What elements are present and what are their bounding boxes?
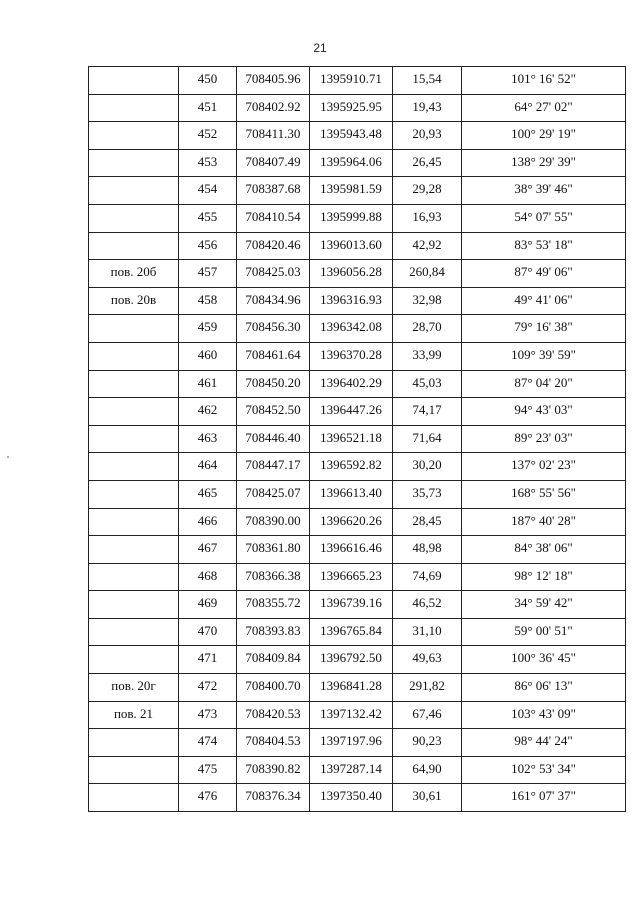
y-coordinate-cell: 1396592.82	[310, 453, 393, 481]
point-number-cell: 456	[179, 232, 237, 260]
y-coordinate-cell: 1396342.08	[310, 315, 393, 343]
direction-angle-cell: 59° 00' 51"	[462, 618, 626, 646]
x-coordinate-cell: 708420.46	[237, 232, 310, 260]
point-number-cell: 463	[179, 425, 237, 453]
turn-point-cell	[89, 784, 179, 812]
y-coordinate-cell: 1395964.06	[310, 149, 393, 177]
turn-point-cell	[89, 591, 179, 619]
table-row	[89, 563, 626, 591]
x-coordinate-cell: 708450.20	[237, 370, 310, 398]
y-coordinate-cell: 1395943.48	[310, 122, 393, 150]
x-coordinate-cell: 708447.17	[237, 453, 310, 481]
segment-length-cell: 28,45	[393, 508, 462, 536]
turn-point-cell	[89, 563, 179, 591]
x-coordinate-cell: 708387.68	[237, 177, 310, 205]
y-coordinate-cell: 1396370.28	[310, 342, 393, 370]
point-number-cell: 471	[179, 646, 237, 674]
table-row	[89, 94, 626, 122]
direction-angle-cell: 137° 02' 23"	[462, 453, 626, 481]
direction-angle-cell: 38° 39' 46"	[462, 177, 626, 205]
direction-angle-cell: 100° 36' 45"	[462, 646, 626, 674]
y-coordinate-cell: 1396765.84	[310, 618, 393, 646]
y-coordinate-cell: 1396521.18	[310, 425, 393, 453]
turn-point-cell	[89, 232, 179, 260]
segment-length-cell: 16,93	[393, 204, 462, 232]
y-coordinate-cell: 1395925.95	[310, 94, 393, 122]
table-row	[89, 370, 626, 398]
turn-point-cell	[89, 122, 179, 150]
segment-length-cell: 90,23	[393, 729, 462, 757]
table-row	[89, 701, 626, 729]
direction-angle-cell: 102° 53' 34"	[462, 756, 626, 784]
turn-point-cell	[89, 729, 179, 757]
y-coordinate-cell: 1396316.93	[310, 287, 393, 315]
table-row	[89, 177, 626, 205]
page-number: 21	[313, 41, 327, 55]
direction-angle-cell: 138° 29' 39"	[462, 149, 626, 177]
direction-angle-cell: 98° 44' 24"	[462, 729, 626, 757]
table-row	[89, 204, 626, 232]
x-coordinate-cell: 708355.72	[237, 591, 310, 619]
y-coordinate-cell: 1397287.14	[310, 756, 393, 784]
y-coordinate-cell: 1396056.28	[310, 260, 393, 288]
table-row	[89, 618, 626, 646]
turn-point-cell	[89, 177, 179, 205]
segment-length-cell: 74,69	[393, 563, 462, 591]
turn-point-cell: пов. 20б	[89, 260, 179, 288]
segment-length-cell: 20,93	[393, 122, 462, 150]
point-number-cell: 465	[179, 480, 237, 508]
turn-point-cell: пов. 20г	[89, 674, 179, 702]
direction-angle-cell: 86° 06' 13"	[462, 674, 626, 702]
x-coordinate-cell: 708400.70	[237, 674, 310, 702]
segment-length-cell: 35,73	[393, 480, 462, 508]
y-coordinate-cell: 1397197.96	[310, 729, 393, 757]
point-number-cell: 453	[179, 149, 237, 177]
table-row	[89, 646, 626, 674]
y-coordinate-cell: 1396616.46	[310, 536, 393, 564]
direction-angle-cell: 87° 49' 06"	[462, 260, 626, 288]
turn-point-cell	[89, 370, 179, 398]
x-coordinate-cell: 708393.83	[237, 618, 310, 646]
y-coordinate-cell: 1396841.28	[310, 674, 393, 702]
direction-angle-cell: 109° 39' 59"	[462, 342, 626, 370]
x-coordinate-cell: 708434.96	[237, 287, 310, 315]
segment-length-cell: 291,82	[393, 674, 462, 702]
x-coordinate-cell: 708461.64	[237, 342, 310, 370]
x-coordinate-cell: 708404.53	[237, 729, 310, 757]
table-row	[89, 508, 626, 536]
direction-angle-cell: 49° 41' 06"	[462, 287, 626, 315]
point-number-cell: 450	[179, 67, 237, 95]
turn-point-cell	[89, 646, 179, 674]
segment-length-cell: 71,64	[393, 425, 462, 453]
table-row	[89, 536, 626, 564]
table-row	[89, 398, 626, 426]
point-number-cell: 469	[179, 591, 237, 619]
segment-length-cell: 30,20	[393, 453, 462, 481]
table-row	[89, 480, 626, 508]
table-row	[89, 425, 626, 453]
y-coordinate-cell: 1396792.50	[310, 646, 393, 674]
coordinates-table-body	[89, 67, 626, 812]
table-row	[89, 674, 626, 702]
direction-angle-cell: 161° 07' 37"	[462, 784, 626, 812]
segment-length-cell: 46,52	[393, 591, 462, 619]
segment-length-cell: 42,92	[393, 232, 462, 260]
segment-length-cell: 31,10	[393, 618, 462, 646]
table-row	[89, 287, 626, 315]
y-coordinate-cell: 1395999.88	[310, 204, 393, 232]
turn-point-cell	[89, 94, 179, 122]
turn-point-cell	[89, 149, 179, 177]
x-coordinate-cell: 708361.80	[237, 536, 310, 564]
point-number-cell: 466	[179, 508, 237, 536]
turn-point-cell	[89, 315, 179, 343]
point-number-cell: 459	[179, 315, 237, 343]
segment-length-cell: 33,99	[393, 342, 462, 370]
segment-length-cell: 74,17	[393, 398, 462, 426]
table-row	[89, 260, 626, 288]
direction-angle-cell: 101° 16' 52"	[462, 67, 626, 95]
y-coordinate-cell: 1396613.40	[310, 480, 393, 508]
direction-angle-cell: 94° 43' 03"	[462, 398, 626, 426]
turn-point-cell	[89, 480, 179, 508]
y-coordinate-cell: 1396665.23	[310, 563, 393, 591]
y-coordinate-cell: 1395910.71	[310, 67, 393, 95]
table-row	[89, 232, 626, 260]
point-number-cell: 460	[179, 342, 237, 370]
direction-angle-cell: 100° 29' 19"	[462, 122, 626, 150]
turn-point-cell	[89, 67, 179, 95]
x-coordinate-cell: 708411.30	[237, 122, 310, 150]
y-coordinate-cell: 1396620.26	[310, 508, 393, 536]
direction-angle-cell: 98° 12' 18"	[462, 563, 626, 591]
y-coordinate-cell: 1397350.40	[310, 784, 393, 812]
segment-length-cell: 67,46	[393, 701, 462, 729]
direction-angle-cell: 64° 27' 02"	[462, 94, 626, 122]
turn-point-cell	[89, 398, 179, 426]
x-coordinate-cell: 708456.30	[237, 315, 310, 343]
point-number-cell: 475	[179, 756, 237, 784]
point-number-cell: 462	[179, 398, 237, 426]
point-number-cell: 452	[179, 122, 237, 150]
table-row	[89, 784, 626, 812]
segment-length-cell: 64,90	[393, 756, 462, 784]
segment-length-cell: 30,61	[393, 784, 462, 812]
point-number-cell: 451	[179, 94, 237, 122]
table-row	[89, 729, 626, 757]
point-number-cell: 472	[179, 674, 237, 702]
x-coordinate-cell: 708402.92	[237, 94, 310, 122]
x-coordinate-cell: 708420.53	[237, 701, 310, 729]
segment-length-cell: 49,63	[393, 646, 462, 674]
point-number-cell: 458	[179, 287, 237, 315]
direction-angle-cell: 84° 38' 06"	[462, 536, 626, 564]
point-number-cell: 454	[179, 177, 237, 205]
y-coordinate-cell: 1397132.42	[310, 701, 393, 729]
point-number-cell: 474	[179, 729, 237, 757]
y-coordinate-cell: 1396402.29	[310, 370, 393, 398]
turn-point-cell	[89, 342, 179, 370]
x-coordinate-cell: 708409.84	[237, 646, 310, 674]
segment-length-cell: 260,84	[393, 260, 462, 288]
direction-angle-cell: 34° 59' 42"	[462, 591, 626, 619]
x-coordinate-cell: 708405.96	[237, 67, 310, 95]
point-number-cell: 467	[179, 536, 237, 564]
segment-length-cell: 26,45	[393, 149, 462, 177]
turn-point-cell	[89, 536, 179, 564]
x-coordinate-cell: 708390.82	[237, 756, 310, 784]
table-row	[89, 315, 626, 343]
point-number-cell: 473	[179, 701, 237, 729]
turn-point-cell: пов. 20в	[89, 287, 179, 315]
table-row	[89, 342, 626, 370]
x-coordinate-cell: 708366.38	[237, 563, 310, 591]
turn-point-cell	[89, 453, 179, 481]
x-coordinate-cell: 708446.40	[237, 425, 310, 453]
segment-length-cell: 48,98	[393, 536, 462, 564]
direction-angle-cell: 87° 04' 20"	[462, 370, 626, 398]
segment-length-cell: 45,03	[393, 370, 462, 398]
x-coordinate-cell: 708390.00	[237, 508, 310, 536]
y-coordinate-cell: 1395981.59	[310, 177, 393, 205]
turn-point-cell	[89, 425, 179, 453]
point-number-cell: 461	[179, 370, 237, 398]
x-coordinate-cell: 708452.50	[237, 398, 310, 426]
y-coordinate-cell: 1396447.26	[310, 398, 393, 426]
turn-point-cell	[89, 618, 179, 646]
table-row	[89, 453, 626, 481]
segment-length-cell: 29,28	[393, 177, 462, 205]
direction-angle-cell: 54° 07' 55"	[462, 204, 626, 232]
direction-angle-cell: 79° 16' 38"	[462, 315, 626, 343]
turn-point-cell	[89, 204, 179, 232]
turn-point-cell: пов. 21	[89, 701, 179, 729]
point-number-cell: 464	[179, 453, 237, 481]
turn-point-cell	[89, 756, 179, 784]
turn-point-cell	[89, 508, 179, 536]
point-number-cell: 476	[179, 784, 237, 812]
point-number-cell: 468	[179, 563, 237, 591]
direction-angle-cell: 103° 43' 09"	[462, 701, 626, 729]
table-row	[89, 122, 626, 150]
coordinates-table	[88, 66, 626, 812]
segment-length-cell: 19,43	[393, 94, 462, 122]
y-coordinate-cell: 1396739.16	[310, 591, 393, 619]
x-coordinate-cell: 708410.54	[237, 204, 310, 232]
table-row	[89, 591, 626, 619]
scan-speck	[7, 456, 9, 458]
y-coordinate-cell: 1396013.60	[310, 232, 393, 260]
x-coordinate-cell: 708425.07	[237, 480, 310, 508]
direction-angle-cell: 89° 23' 03"	[462, 425, 626, 453]
point-number-cell: 455	[179, 204, 237, 232]
direction-angle-cell: 83° 53' 18"	[462, 232, 626, 260]
segment-length-cell: 15,54	[393, 67, 462, 95]
table-row	[89, 67, 626, 95]
segment-length-cell: 28,70	[393, 315, 462, 343]
point-number-cell: 457	[179, 260, 237, 288]
table-row	[89, 756, 626, 784]
segment-length-cell: 32,98	[393, 287, 462, 315]
x-coordinate-cell: 708425.03	[237, 260, 310, 288]
table-row	[89, 149, 626, 177]
point-number-cell: 470	[179, 618, 237, 646]
direction-angle-cell: 187° 40' 28"	[462, 508, 626, 536]
direction-angle-cell: 168° 55' 56"	[462, 480, 626, 508]
x-coordinate-cell: 708407.49	[237, 149, 310, 177]
x-coordinate-cell: 708376.34	[237, 784, 310, 812]
